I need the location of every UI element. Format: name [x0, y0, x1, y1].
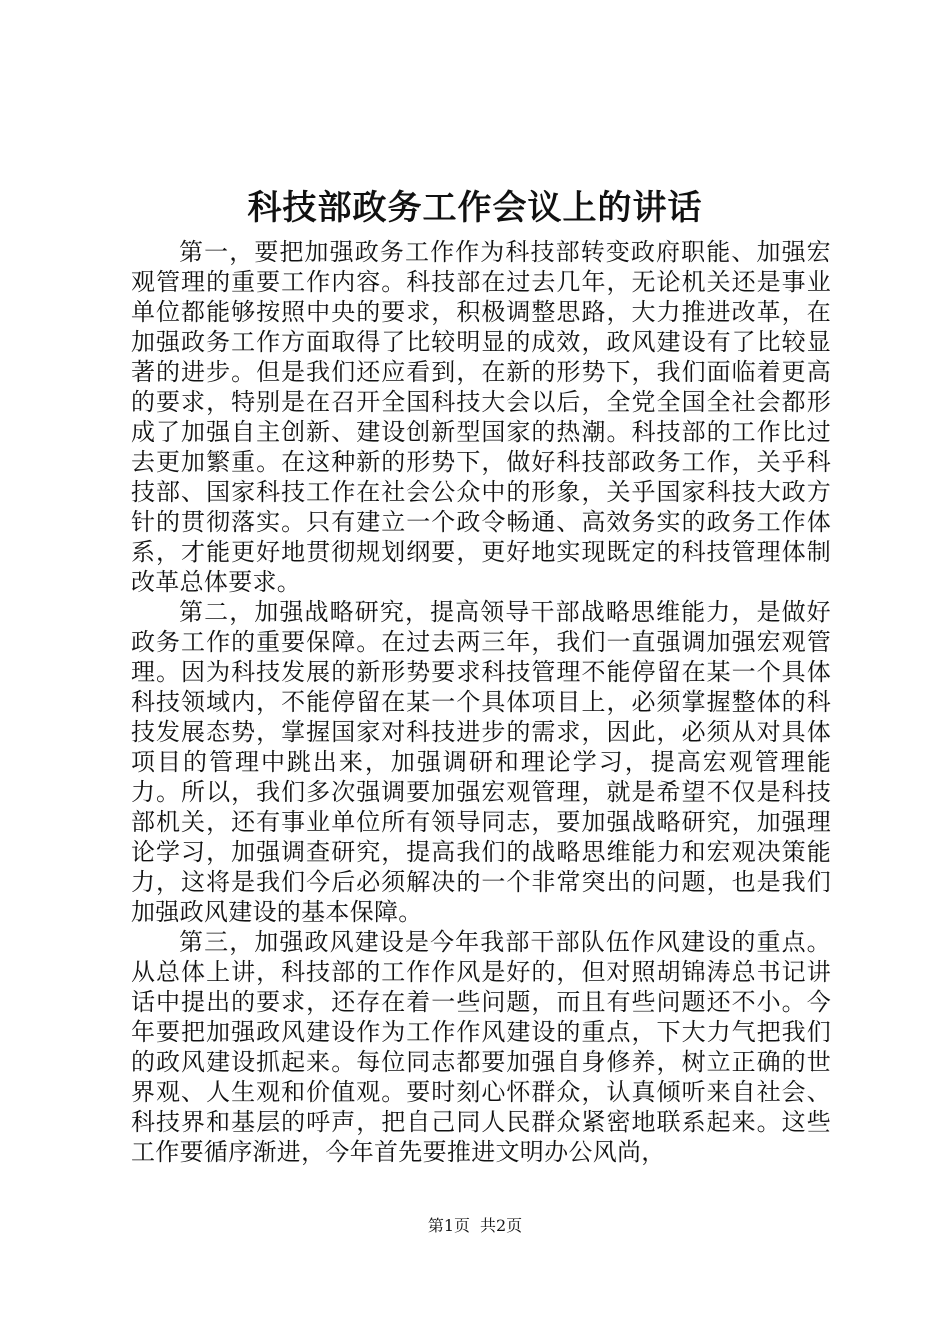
paragraph-2: 第二，加强战略研究，提高领导干部战略思维能力，是做好政务工作的重要保障。在过去两三年，我们一直强调加强宏观管理。因为科技发展的新形势要求科技管理不能停留在某一个具体科技领域内，不能停留在某一个具体项目上，必须掌握整体的科技发展态势，掌握国家对科技进步的需求，因此，必须从对具体项目的管理中跳出来，加强调研和理论学习，提高宏观管理能力。所以，我们多次强调要加强宏观管理，就是希望不仅是科技部机关，还有事业单位所有领导同志，要加强战略研究，加强理论学习，加强调查研究，提高我们的战略思维能力和宏观决策能力，这将是我们今后必须解决的一个非常突出的问题，也是我们加强政风建设的基本保障。: [131, 598, 831, 926]
document-body: [131, 237, 831, 1167]
paragraph-3: 第三，加强政风建设是今年我部干部队伍作风建设的重点。从总体上讲，科技部的工作作风是好的，但对照胡锦涛总书记讲话中提出的要求，还存在着一些问题，而且有些问题还不小。今年要把加强政风建设作为工作作风建设的重点，下大力气把我们的政风建设抓起来。每位同志都要加强自身修养，树立正确的世界观、人生观和价值观。要时刻心怀群众，认真倾听来自社会、科技界和基层的呼声，把自己同人民群众紧密地联系起来。这些工作要循序渐进，今年首先要推进文明办公风尚，: [131, 928, 831, 1166]
document-title: 科技部政务工作会议上的讲话: [247, 188, 703, 228]
page-number: 第1页: [427, 1216, 470, 1235]
page-total: 共2页: [480, 1216, 523, 1235]
page-footer: [0, 1215, 950, 1237]
paragraph-1: 第一，要把加强政务工作作为科技部转变政府职能、加强宏观管理的重要工作内容。科技部在过去几年，无论机关还是事业单位都能够按照中央的要求，积极调整思路，大力推进改革，在加强政务工作方面取得了比较明显的成效，政风建设有了比较显著的进步。但是我们还应看到，在新的形势下，我们面临着更高的要求，特别是在召开全国科技大会以后，全党全国全社会都形成了加强自主创新、建设创新型国家的热潮。科技部的工作比过去更加繁重。在这种新的形势下，做好科技部政务工作，关乎科技部、国家科技工作在社会公众中的形象，关乎国家科技大政方针的贯彻落实。只有建立一个政令畅通、高效务实的政务工作体系，才能更好地贯彻规划纲要，更好地实现既定的科技管理体制改革总体要求。: [131, 238, 831, 596]
